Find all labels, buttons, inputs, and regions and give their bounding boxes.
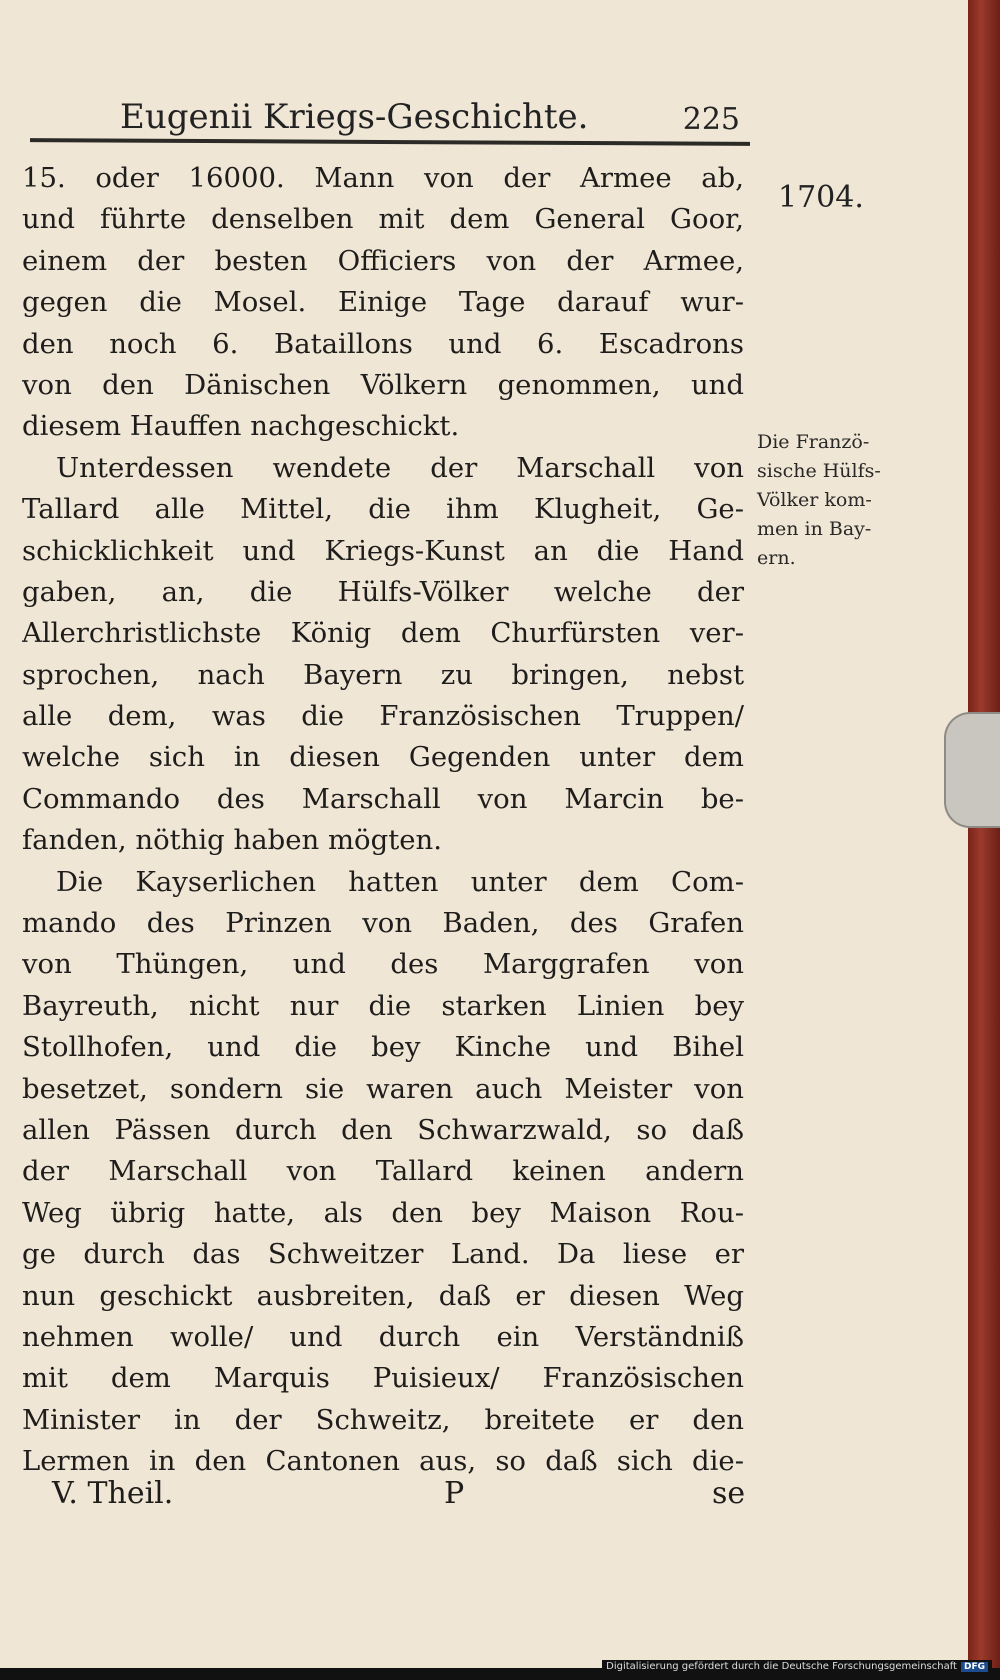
header-rule bbox=[30, 138, 750, 146]
text-line: Minister in der Schweitz, breitete er den bbox=[22, 1403, 744, 1436]
text-line: mando des Prinzen von Baden, des Grafen bbox=[22, 907, 744, 940]
text-line: nun geschickt ausbreiten, daß er diesen Weg bbox=[22, 1279, 744, 1312]
text-line: Bayreuth, nicht nur die starken Linien bey bbox=[22, 989, 744, 1022]
text-line: alle dem, was die Französischen Truppen/ bbox=[22, 700, 744, 733]
marginal-note: Die Franzö- sische Hülfs- Völker kom- men in Bay- ern. bbox=[757, 431, 881, 569]
dfg-logo: DFG bbox=[961, 1662, 988, 1672]
text-line: ge durch das Schweitzer Land. Da liese er bbox=[22, 1238, 744, 1271]
text-line: 15. oder 16000. Mann von der Armee ab, bbox=[22, 162, 744, 194]
credit-text: Digitalisierung gefördert durch die Deutsche Forschungsgemeinschaft bbox=[606, 1661, 957, 1672]
page-clip bbox=[944, 712, 1000, 828]
text-line: Lermen in den Cantonen aus, so daß sich die- bbox=[22, 1445, 744, 1478]
text-line: einem der besten Officiers von der Armee, bbox=[22, 244, 744, 277]
text-line: Weg übrig hatte, als den bey Maison Rou- bbox=[22, 1196, 744, 1229]
text-line: von den Dänischen Völkern genommen, und bbox=[22, 368, 744, 401]
text-line: von Thüngen, und des Marggrafen von bbox=[22, 948, 744, 981]
margin-year: 1704. bbox=[778, 180, 864, 215]
text-line: gaben, an, die Hülfs-Völker welche der bbox=[22, 575, 744, 608]
body-text bbox=[22, 158, 744, 1483]
text-line: den noch 6. Bataillons und 6. Escadrons bbox=[22, 327, 744, 360]
page-footer-line bbox=[52, 1476, 752, 1524]
text-line: mit dem Marquis Puisieux/ Französischen bbox=[22, 1362, 744, 1395]
text-line: und führte denselben mit dem General Goor, bbox=[22, 203, 744, 236]
running-head-title: Eugenii Kriegs-Geschichte. bbox=[120, 97, 589, 137]
text-line: gegen die Mosel. Einige Tage darauf wur- bbox=[22, 286, 744, 319]
signature-mark: P bbox=[444, 1476, 465, 1511]
text-line: Commando des Marschall von Marcin be- bbox=[22, 782, 744, 815]
text-line: welche sich in diesen Gegenden unter dem bbox=[22, 741, 744, 774]
volume-part: V. Theil. bbox=[52, 1476, 174, 1511]
text-line: Allerchristlichste König dem Churfürsten ver- bbox=[22, 617, 744, 650]
catchword: se bbox=[712, 1476, 746, 1511]
page-number: 225 bbox=[682, 102, 740, 137]
text-line: sprochen, nach Bayern zu bringen, nebst bbox=[22, 658, 744, 691]
text-line: fanden, nöthig haben mögten. bbox=[22, 824, 442, 857]
text-line: Stollhofen, und die bey Kinche und Bihel bbox=[22, 1031, 744, 1064]
book-edge bbox=[968, 0, 1000, 1668]
digitization-credit bbox=[602, 1660, 992, 1673]
text-line: nehmen wolle/ und durch ein Verständniß bbox=[22, 1320, 744, 1353]
text-line: Tallard alle Mittel, die ihm Klugheit, Ge- bbox=[22, 493, 744, 526]
text-line: Unterdessen wendete der Marschall von bbox=[56, 451, 744, 484]
running-head bbox=[120, 85, 740, 137]
text-line: Die Kayserlichen hatten unter dem Com- bbox=[56, 865, 744, 898]
text-line: der Marschall von Tallard keinen andern bbox=[22, 1155, 744, 1188]
text-line: allen Pässen durch den Schwarzwald, so daß bbox=[22, 1113, 744, 1146]
text-line: schicklichkeit und Kriegs-Kunst an die Hand bbox=[22, 534, 744, 567]
text-line: besetzet, sondern sie waren auch Meister von bbox=[22, 1072, 744, 1105]
text-line: diesem Hauffen nachgeschickt. bbox=[22, 410, 460, 443]
